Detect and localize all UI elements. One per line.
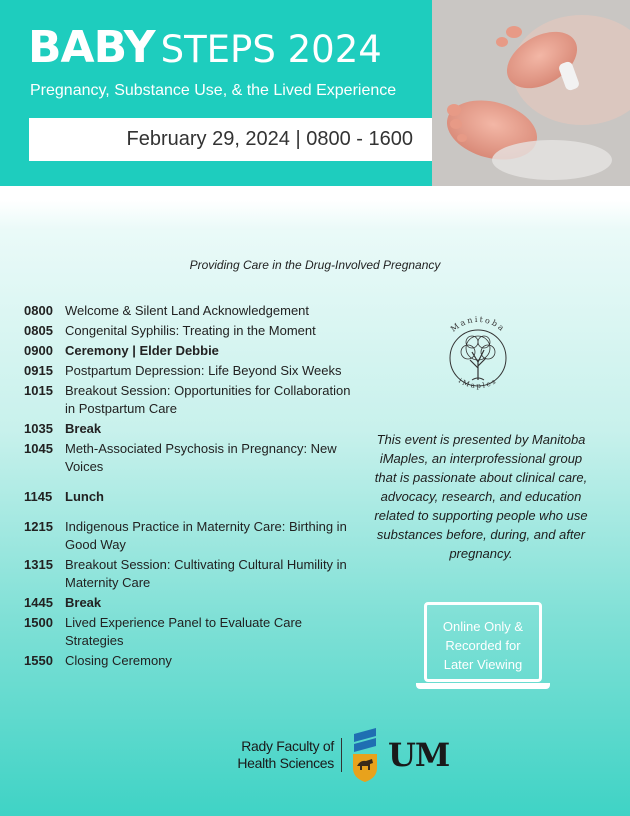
title-bold: BABY xyxy=(28,22,155,73)
um-crest-icon xyxy=(350,728,380,782)
schedule-desc: Indigenous Practice in Maternity Care: Birthing in Good Way xyxy=(65,519,347,552)
schedule-desc: Ceremony | Elder Debbie xyxy=(65,343,219,358)
schedule-desc: Welcome & Silent Land Acknowledgement xyxy=(65,303,310,318)
event-date: February 29, 2024 | 0800 - 1600 xyxy=(126,128,413,150)
baby-feet-photo xyxy=(432,0,630,186)
schedule-time: 1035 xyxy=(24,421,53,436)
schedule-time: 1550 xyxy=(24,653,53,668)
schedule-row xyxy=(24,652,354,670)
schedule-row xyxy=(24,614,354,650)
event-description: This event is presented by Manitoba iMaples, an interprofessional group that is passionate about clinical care, advocacy, research, and education related to supporting people who use substances before, during, and after pregnancy. xyxy=(374,432,588,561)
footer-divider xyxy=(341,738,342,772)
date-bar xyxy=(29,118,433,161)
schedule-desc: Lunch xyxy=(65,489,104,504)
schedule-time: 1500 xyxy=(24,615,53,630)
schedule-time: 0900 xyxy=(24,343,53,358)
schedule-desc: Lived Experience Panel to Evaluate Care Strategies xyxy=(65,615,303,648)
schedule-row xyxy=(24,420,354,438)
tagline: Providing Care in the Drug-Involved Pregnancy xyxy=(189,258,441,272)
event-subtitle: Pregnancy, Substance Use, & the Lived Experience xyxy=(30,82,397,99)
schedule-row xyxy=(24,594,354,612)
faculty-line-2: Health Sciences xyxy=(237,755,334,771)
schedule-time: 1215 xyxy=(24,519,53,534)
schedule-row xyxy=(24,342,354,360)
schedule-row xyxy=(24,302,354,320)
laptop-screen xyxy=(424,602,542,682)
schedule-row xyxy=(24,556,354,592)
schedule-desc: Break xyxy=(65,595,102,610)
schedule-desc: Meth-Associated Psychosis in Pregnancy: New Voices xyxy=(65,441,337,474)
schedule-time: 1045 xyxy=(24,441,53,456)
schedule-desc: Breakout Session: Opportunities for Collaboration in Postpartum Care xyxy=(65,383,351,416)
svg-text:Manitoba: Manitoba xyxy=(448,314,508,334)
schedule-desc: Closing Ceremony xyxy=(65,653,172,668)
schedule-time: 1145 xyxy=(24,489,53,504)
event-title xyxy=(28,22,382,73)
schedule-desc: Congenital Syphilis: Treating in the Moment xyxy=(65,323,316,338)
rady-faculty-name xyxy=(216,738,334,772)
schedule-time: 1445 xyxy=(24,595,53,610)
schedule-desc: Breakout Session: Cultivating Cultural Humility in Maternity Care xyxy=(65,557,347,590)
svg-text:iMaples: iMaples xyxy=(457,376,499,391)
laptop-base xyxy=(416,683,550,689)
schedule-time: 0800 xyxy=(24,303,53,318)
schedule-time: 1315 xyxy=(24,557,53,572)
schedule-row xyxy=(24,382,354,418)
schedule-time: 0915 xyxy=(24,363,53,378)
schedule-row xyxy=(24,440,354,476)
schedule-row xyxy=(24,322,354,340)
schedule-row xyxy=(24,362,354,380)
schedule-row xyxy=(24,488,354,506)
schedule-time: 0805 xyxy=(24,323,53,338)
online-only-text: Online Only & Recorded for Later Viewing xyxy=(442,619,524,672)
manitoba-imaples-logo xyxy=(432,298,524,416)
schedule-row xyxy=(24,518,354,554)
schedule-desc: Postpartum Depression: Life Beyond Six Weeks xyxy=(65,363,342,378)
schedule-desc: Break xyxy=(65,421,102,436)
title-rest: STEPS 2024 xyxy=(160,28,382,71)
um-wordmark: UM xyxy=(388,736,450,774)
schedule-list xyxy=(24,302,354,672)
schedule-time: 1015 xyxy=(24,383,53,398)
faculty-line-1: Rady Faculty of xyxy=(241,738,334,754)
